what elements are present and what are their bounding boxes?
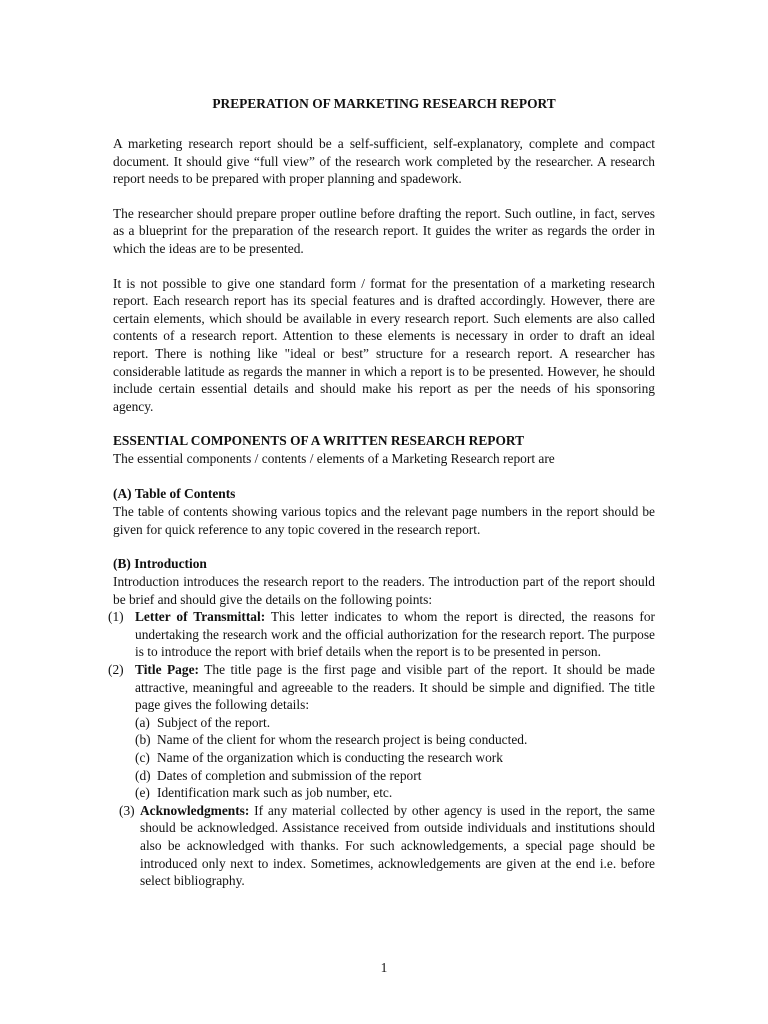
section-a-text: The table of contents showing various topics and the relevant page numbers in the report should be given for quick reference to any topic covered in the research report. — [113, 503, 655, 537]
sub-list-text: Identification mark such as job number, etc. — [157, 785, 393, 801]
list-item-title-page — [108, 661, 655, 714]
sub-list-item — [113, 767, 655, 785]
components-intro: The essential components / contents / elements of a Marketing Research report are — [113, 451, 555, 467]
sub-list-letter: (c) — [135, 750, 150, 766]
document-page — [108, 95, 655, 890]
sub-list-item — [113, 784, 655, 802]
sub-list-letter: (a) — [135, 714, 150, 730]
sub-list-text: Subject of the report. — [157, 714, 271, 730]
section-b-heading: (B) Introduction — [113, 556, 207, 572]
document-title: PREPERATION OF MARKETING RESEARCH REPORT — [212, 96, 556, 111]
sub-list-letter: (e) — [135, 785, 150, 801]
intro-paragraph-1: A marketing research report should be a self-sufficient, self-explanatory, complete and compact document. It should give “full view” of the research work completed by the researcher. A research report needs to be prepared with proper planning and spadework. — [113, 136, 655, 187]
list-item-text: If any material collected by other agency is used in the report, the same should be acknowledged. Assistance received from outside individuals and institutions should also be acknowledged with thanks. For such acknowledgements, a special page should be introduced only next to index. Sometimes, acknowledgements are given at the end i.e. before select bibliography. — [140, 802, 655, 889]
list-item-label: Title Page: — [135, 662, 199, 678]
list-item-label: Letter of Transmittal: — [135, 609, 266, 625]
list-item-text: This letter indicates to whom the report is directed, the reasons for undertaking the research work and the official authorization for the research report. The purpose is to introduce the report with brief details when the report is to be presented in person. — [135, 609, 655, 660]
sub-list-text: Name of the client for whom the research project is being conducted. — [157, 732, 528, 748]
section-a-heading: (A) Table of Contents — [113, 485, 236, 501]
sub-list-text: Dates of completion and submission of the report — [157, 767, 422, 783]
list-item-text: The title page is the first page and visible part of the report. It should be made attractive, meaningful and agreeable to the readers. It should be simple and dignified. The title page gives the following details: — [135, 662, 655, 713]
sub-list-letter: (d) — [135, 767, 151, 783]
list-item-number: (1) — [108, 609, 124, 625]
list-item-label: Acknowledgments: — [140, 802, 250, 818]
list-item-number: (3) — [119, 802, 135, 818]
sub-list-item — [113, 731, 655, 749]
sub-list-letter: (b) — [135, 732, 151, 748]
list-item-letter-of-transmittal — [108, 608, 655, 661]
sub-list-item — [113, 749, 655, 767]
components-heading: ESSENTIAL COMPONENTS OF A WRITTEN RESEARCH REPORT — [113, 433, 525, 449]
intro-paragraph-3: It is not possible to give one standard form / format for the presentation of a marketing research report. Each research report has its special features and is drafted accordingly. However, there are certain elements, which should be available in every research report. Such elements are also called contents of a research report. Attention to these elements is necessary in order to draft an ideal report. There is nothing like "ideal or best” structure for a research report. A researcher has considerable latitude as regards the manner in which a report is to be presented. However, he should include certain essential details and should make his report as per the needs of his sponsoring agency. — [113, 275, 655, 414]
intro-paragraph-2: The researcher should prepare proper outline before drafting the report. Such outline, in fact, serves as a blueprint for the preparation of the research report. It guides the writer as regards the order in which the ideas are to be presented. — [113, 205, 655, 256]
page-number: 1 — [380, 960, 388, 975]
list-item-number: (2) — [108, 662, 124, 678]
sub-list-item — [113, 714, 655, 732]
list-item-acknowledgments — [113, 802, 655, 890]
section-b-text: Introduction introduces the research report to the readers. The introduction part of the report should be brief and should give the details on the following points: — [113, 574, 655, 607]
sub-list-text: Name of the organization which is conducting the research work — [157, 750, 503, 766]
